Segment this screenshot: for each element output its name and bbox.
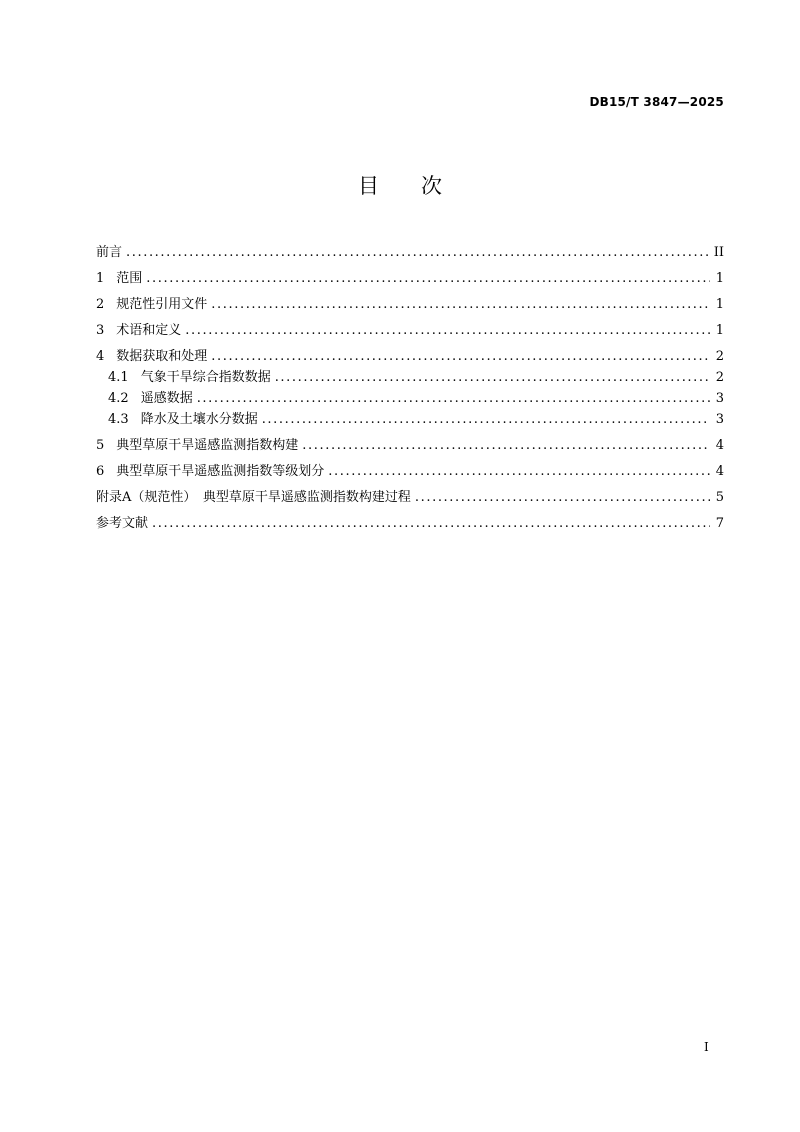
page-title-left: 目 [358, 174, 379, 198]
toc-entry-page: 3 [715, 391, 724, 406]
toc-entry-page: 3 [715, 412, 724, 427]
toc-leader-dots [185, 320, 710, 341]
toc-entry-page: 2 [715, 349, 724, 364]
toc-leader-dots [302, 435, 710, 456]
toc-entry-page: 4 [715, 464, 724, 479]
toc-entry-title: 遥感数据 [140, 391, 193, 406]
toc-leader-dots [211, 346, 710, 367]
toc-entry-title: 术语和定义 [116, 323, 182, 338]
toc-entry-foreword[interactable] [96, 242, 724, 263]
toc-entry-number: 4.2 [108, 391, 129, 406]
toc-entry-title: 数据获取和处理 [116, 349, 208, 364]
toc-entry-page: 4 [715, 438, 724, 453]
footer-page-number: I [704, 1040, 709, 1054]
toc-entry-number: 1 [96, 271, 105, 286]
toc-entry-title: 范围 [116, 271, 143, 286]
toc-entry-title: 典型草原干旱遥感监测指数构建 [116, 438, 299, 453]
toc-entry-index-construction[interactable] [96, 435, 724, 456]
toc-leader-dots [152, 513, 710, 534]
toc-entry-page: 1 [715, 323, 724, 338]
toc-entry-title: 附录A（规范性） 典型草原干旱遥感监测指数构建过程 [96, 490, 411, 505]
table-of-contents [96, 242, 724, 534]
toc-entry-page: 1 [715, 271, 724, 286]
toc-leader-dots [275, 367, 710, 388]
toc-entry-number: 4.1 [108, 370, 129, 385]
toc-entry-page: 1 [715, 297, 724, 312]
toc-leader-dots [328, 461, 710, 482]
toc-entry-number: 4 [96, 349, 105, 364]
toc-leader-dots [415, 487, 710, 508]
page-title-right: 次 [421, 174, 442, 198]
toc-entry-title: 典型草原干旱遥感监测指数等级划分 [116, 464, 325, 479]
toc-entry-precipitation-soil-moisture[interactable] [96, 409, 724, 430]
toc-entry-page: 5 [715, 490, 724, 505]
toc-entry-title: 气象干旱综合指数数据 [140, 370, 271, 385]
toc-entry-meteorological-drought-index[interactable] [96, 367, 724, 388]
toc-entry-title: 降水及土壤水分数据 [140, 412, 258, 427]
toc-entry-number: 6 [96, 464, 105, 479]
toc-entry-title: 前言 [96, 245, 123, 260]
toc-entry-number: 2 [96, 297, 105, 312]
toc-entry-title: 参考文献 [96, 516, 149, 531]
toc-entry-number: 3 [96, 323, 105, 338]
toc-entry-scope[interactable] [96, 268, 724, 289]
toc-entry-number: 4.3 [108, 412, 129, 427]
toc-entry-page: 7 [715, 516, 724, 531]
toc-entry-normative-references[interactable] [96, 294, 724, 315]
toc-leader-dots [262, 409, 710, 430]
toc-entry-terms-definitions[interactable] [96, 320, 724, 341]
toc-entry-page: 2 [715, 370, 724, 385]
toc-entry-data-acquisition[interactable] [96, 346, 724, 367]
page-title [0, 170, 800, 200]
document-code: DB15/T 3847—2025 [589, 95, 724, 109]
toc-leader-dots [126, 242, 710, 263]
toc-entry-index-grading[interactable] [96, 461, 724, 482]
toc-leader-dots [197, 388, 710, 409]
toc-leader-dots [146, 268, 710, 289]
toc-entry-appendix-a[interactable] [96, 487, 724, 508]
toc-entry-remote-sensing-data[interactable] [96, 388, 724, 409]
toc-entry-number: 5 [96, 438, 105, 453]
toc-entry-page: II [713, 245, 724, 260]
toc-entry-title: 规范性引用文件 [116, 297, 208, 312]
toc-entry-references[interactable] [96, 513, 724, 534]
toc-leader-dots [211, 294, 710, 315]
